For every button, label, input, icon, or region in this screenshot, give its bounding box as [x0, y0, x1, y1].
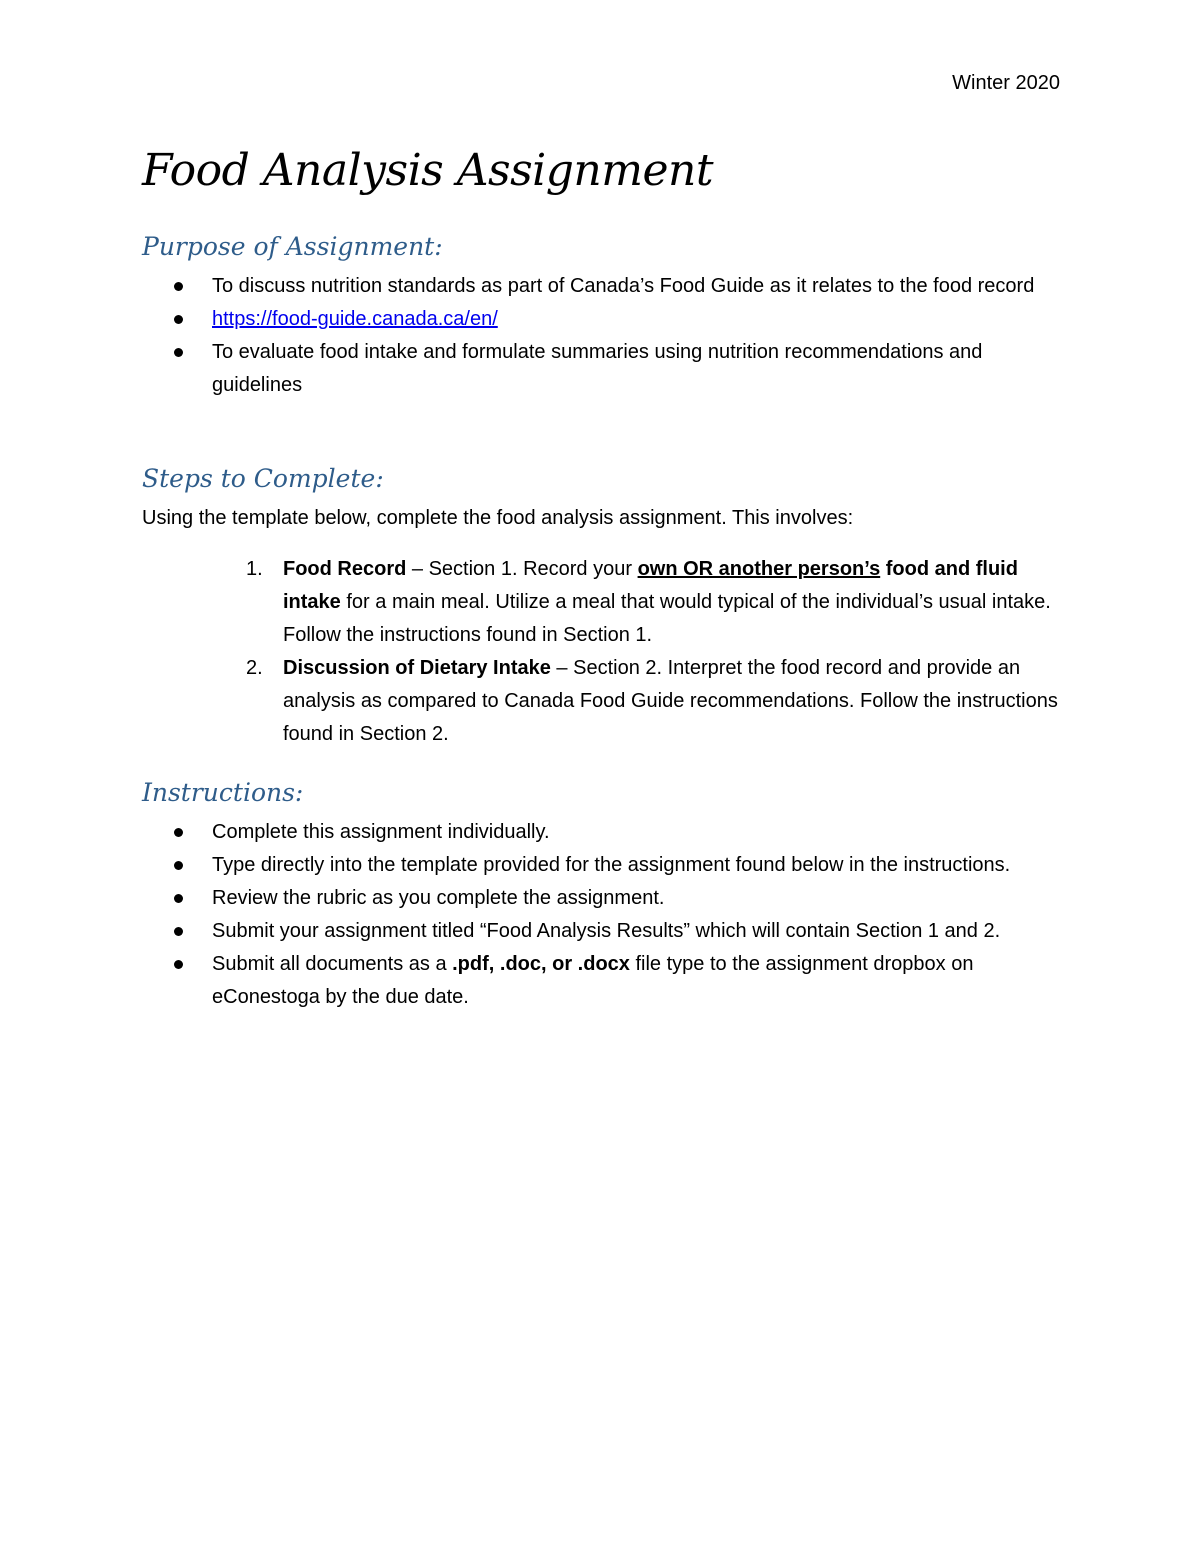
bullet-icon: [174, 282, 183, 291]
list-item: [142, 652, 1062, 751]
step-text: – Section 1. Record your: [406, 558, 638, 580]
list-item: [142, 849, 1062, 882]
bullet-icon: [174, 927, 183, 936]
instruction-text: Complete this assignment individually.: [212, 821, 550, 843]
instruction-text: file type to the assignment dropbox on eConestoga by the due date.: [212, 953, 974, 1008]
bullet-icon: [174, 861, 183, 870]
purpose-heading: Purpose of Assignment:: [142, 232, 443, 261]
list-item: [142, 948, 1062, 1014]
step-number: 1.: [246, 558, 263, 580]
step-text: for a main meal. Utilize a meal that would typical of the individual’s usual intake. Follow the instructions found in Section 1.: [283, 591, 1051, 646]
instruction-text: Submit your assignment titled “Food Analysis Results” which will contain Section 1 and 2.: [212, 920, 1001, 942]
list-item: [142, 816, 1062, 849]
step-text: – Section 2. Interpret the food record and provide an analysis as compared to Canada Food Guide recommendations. Follow the instructions found in Section 2.: [283, 657, 1058, 745]
steps-list: [142, 553, 1062, 751]
step-emphasis: own OR another person’s: [637, 558, 881, 580]
term-header: Winter 2020: [952, 72, 1060, 94]
instruction-text: Review the rubric as you complete the assignment.: [212, 887, 665, 909]
instructions-list: [142, 816, 1062, 1014]
purpose-item-text: To evaluate food intake and formulate summaries using nutrition recommendations and guidelines: [212, 341, 983, 396]
list-item: [142, 553, 1062, 652]
bullet-icon: [174, 348, 183, 357]
list-item: [142, 270, 1062, 303]
step-number: 2.: [246, 657, 263, 679]
instruction-text: Type directly into the template provided for the assignment found below in the instructions.: [212, 854, 1011, 876]
instruction-text: Submit all documents as a: [212, 953, 453, 975]
document-title: Food Analysis Assignment: [142, 145, 714, 196]
bullet-icon: [174, 894, 183, 903]
list-item: [142, 882, 1062, 915]
food-guide-link[interactable]: https://food-guide.canada.ca/en/: [212, 308, 498, 330]
instructions-heading: Instructions:: [142, 778, 304, 807]
file-types: .pdf, .doc, or .docx: [452, 953, 630, 975]
steps-intro: Using the template below, complete the food analysis assignment. This involves:: [142, 507, 854, 529]
bullet-icon: [174, 828, 183, 837]
step-label: Discussion of Dietary Intake: [283, 657, 551, 679]
list-item: [142, 336, 1062, 402]
bullet-icon: [174, 315, 183, 324]
step-label: Food Record: [283, 558, 407, 580]
list-item: [142, 303, 1062, 336]
purpose-item-text: To discuss nutrition standards as part of Canada’s Food Guide as it relates to the food record: [212, 275, 1035, 297]
step-emphasis-bold: food and fluid intake: [283, 558, 1018, 613]
bullet-icon: [174, 960, 183, 969]
purpose-list: [142, 270, 1062, 402]
list-item: [142, 915, 1062, 948]
steps-heading: Steps to Complete:: [142, 464, 384, 493]
